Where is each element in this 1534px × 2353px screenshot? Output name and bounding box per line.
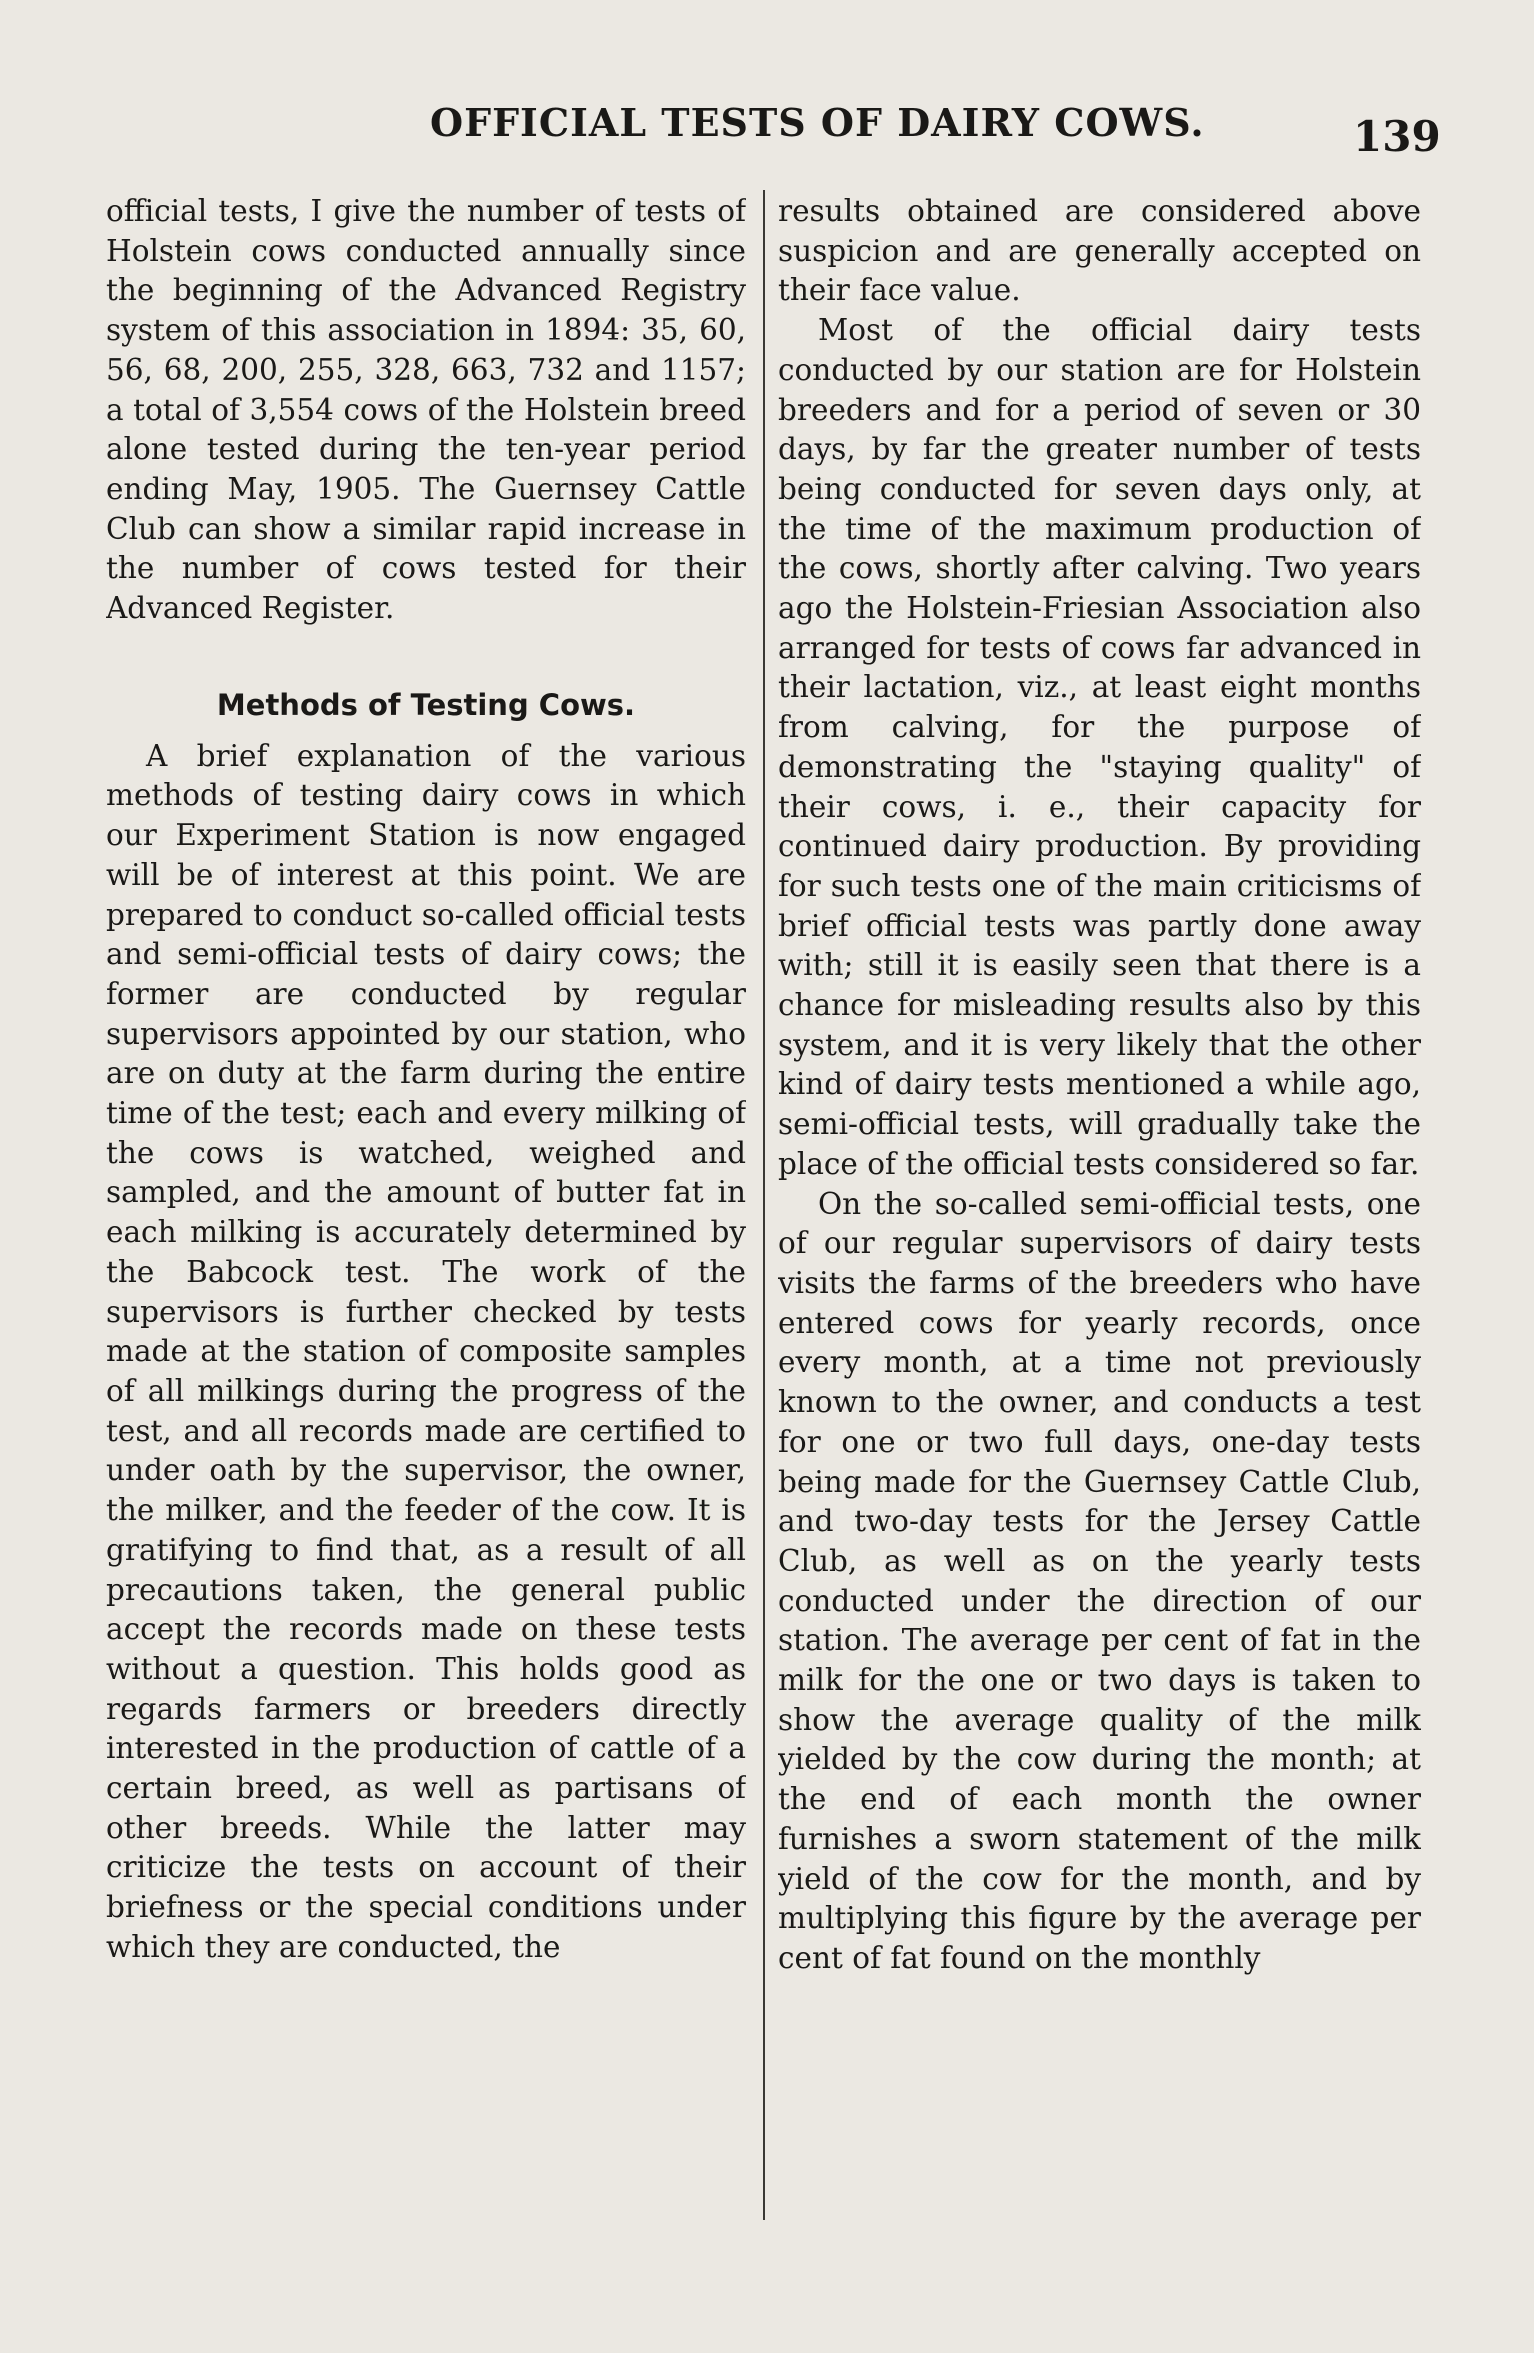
right-paragraph-2: Most of the official dairy tests conducted by our station are for Holstein breeders and for a period of seven or 30 days, by far the greater number of tests being conducted for seven days only, at the time of the maximum production of the cows, shortly after calving. Two years ago the Holstein-Friesian Association also arranged for tests of cows far advanced in their lactation, viz., at least eight months from calving, for the purpose of demonstrating the "staying quality" of their cows, i. e., their capacity for continued dairy production. By providing for such tests one of the main criticisms of brief official tests was partly done away with; still it is easily seen that there is a chance for misleading results also by this system, and it is very likely that the other kind of dairy tests mentioned a while ago, semi-official tests, will gradually take the place of the official tests considered so far. xyxy=(778,313,1421,1181)
left-paragraph-1: official tests, I give the number of tests of Holstein cows conducted annually since the beginning of the Advanced Registry system of this association in 1894: 35, 60, 56, 68, 200, 255, 328, 663, 732 and 1157; a total of 3,554 cows of the Holstein breed alone tested during the ten-year period ending May, 1905. The Guernsey Cattle Club can show a similar rapid increase in the number of cows tested for their Advanced Register. xyxy=(106,194,746,626)
column-divider xyxy=(763,190,765,2220)
right-column xyxy=(778,192,1421,2232)
left-paragraph-2: A brief explanation of the various methods of testing dairy cows in which our Experiment Station is now engaged will be of interest at this point. We are prepared to conduct so-called official tests and semi-official tests of dairy cows; the former are conducted by regular supervisors appointed by our station, who are on duty at the farm during the entire time of the test; each and every milking of the cows is watched, weighed and sampled, and the amount of butter fat in each milking is accurately determined by the Babcock test. The work of the supervisors is further checked by tests made at the station of composite samples of all milkings during the progress of the test, and all records made are certified to under oath by the supervisor, the owner, the milker, and the feeder of the cow. It is gratifying to find that, as a result of all precautions taken, the general public accept the records made on these tests without a question. This holds good as regards farmers or breeders directly interested in the production of cattle of a certain breed, as well as partisans of other breeds. While the latter may criticize the tests on account of their briefness or the special conditions under which they are conducted, the xyxy=(106,738,746,1964)
section-heading: Methods of Testing Cows. xyxy=(216,687,636,722)
right-paragraph-3: On the so-called semi-official tests, one of our regular supervisors of dairy tests visits the farms of the breeders who have entered cows for yearly records, once every month, at a time not previously known to the owner, and conducts a test for one or two full days, one-day tests being made for the Guernsey Cattle Club, and two-day tests for the Jersey Cattle Club, as well as on the yearly tests conducted under the direction of our station. The average per cent of fat in the milk for the one or two days is taken to show the average quality of the milk yielded by the cow during the month; at the end of each month the owner furnishes a sworn statement of the milk yield of the cow for the month, and by multiplying this figure by the average per cent of fat found on the monthly xyxy=(778,1186,1421,1975)
page-header xyxy=(0,100,1534,160)
right-paragraph-1: results obtained are considered above suspicion and are generally accepted on their face value. xyxy=(778,194,1421,308)
left-column xyxy=(106,192,746,2232)
page-number: 139 xyxy=(1353,112,1441,161)
running-title: OFFICIAL TESTS OF DAIRY COWS. xyxy=(430,100,1205,145)
